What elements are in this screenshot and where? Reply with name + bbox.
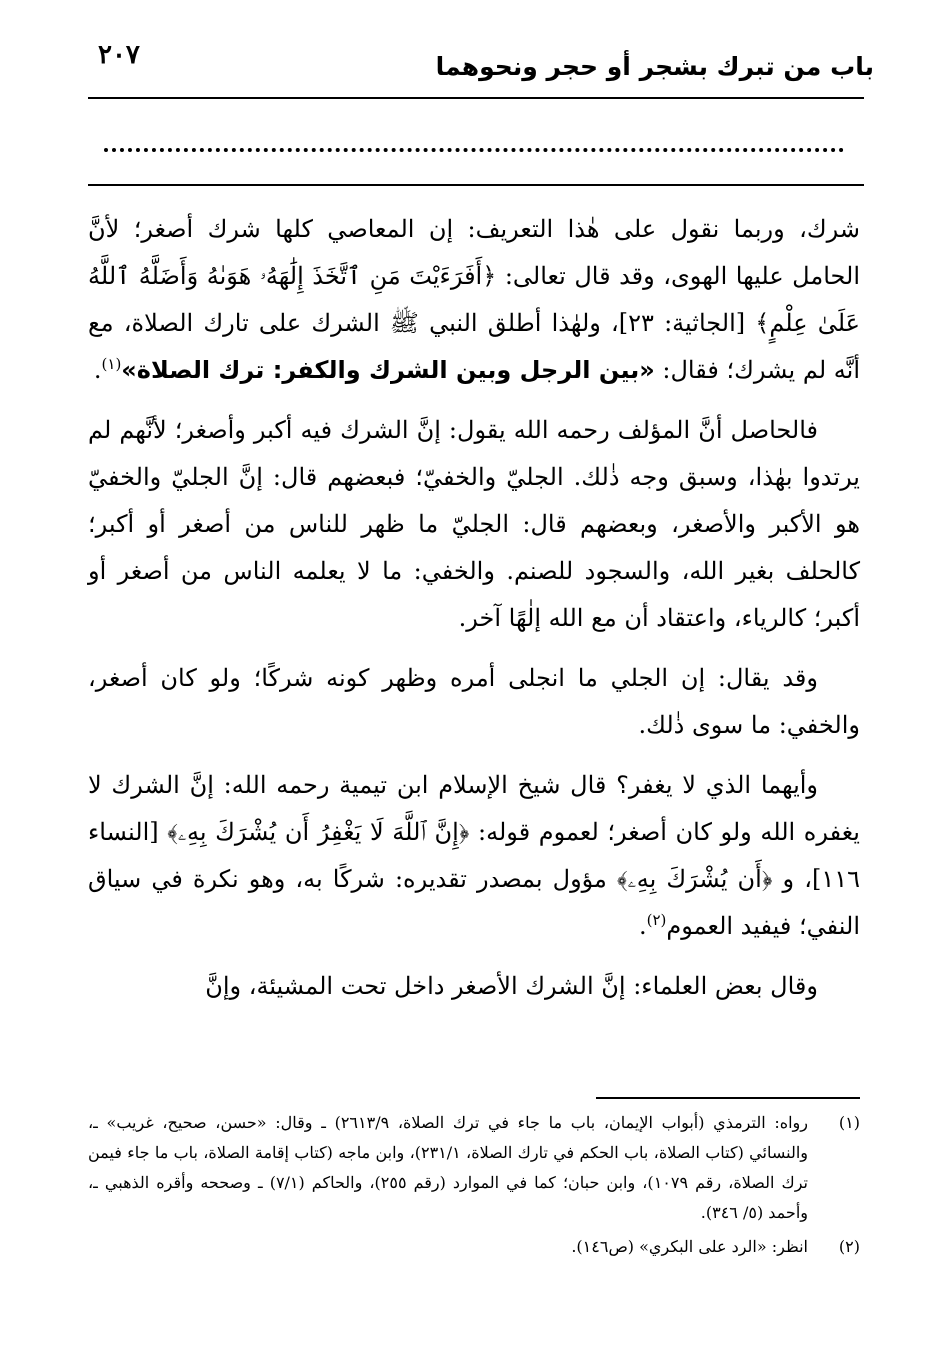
footnote-rule xyxy=(596,1097,860,1099)
quran-verse-fragment: ﴿أَن يُشْرَكَ بِهِۦ﴾ xyxy=(616,865,773,893)
paragraph-4-text-a: وأيهما الذي لا يغفر؟ قال شيخ الإسلام ابن تيمية رحمه الله: إنَّ الشرك لا يغفره الله ولو كان أصغر؛ لعموم قوله: xyxy=(88,771,860,846)
paragraph-1-text-a: شرك، وربما نقول على هٰذا التعريف: إن المعاصي كلها شرك أصغر؛ لأنَّ الحامل عليها الهوى، وقد قال تعالى: xyxy=(88,215,860,290)
quran-verse-jathiya: ﴿أَفَرَءَيْتَ مَنِ ٱتَّخَذَ إِلَٰهَهُۥ هَوَىٰهُ وَأَضَلَّهُ ٱللَّهُ عَلَىٰ عِلْمٍ﴾ xyxy=(88,262,860,337)
running-title: باب من تبرك بشجر أو حجر ونحوهما xyxy=(435,52,874,81)
footnote-number: (١) xyxy=(838,1113,860,1132)
dotted-separator xyxy=(104,148,844,152)
paragraph-1 xyxy=(88,206,860,394)
paragraph-4-text-c: مؤول بمصدر تقديره: شركًا به، وهو نكرة في سياق النفي؛ فيفيد العموم xyxy=(88,865,860,940)
hadith-quote: «بين الرجل وبين الشرك والكفر: ترك الصلاة» xyxy=(121,356,655,384)
footnote-text: رواه: الترمذي (أبواب الإيمان، باب ما جاء في ترك الصلاة، ٢٦١٣/٩) ـ وقال: «حسن، صحيح، غريب» ـ، والنسائي (كتاب الصلاة، باب الحكم في تارك الصلاة، ٢٣١/١)، وابن ماجه (كتاب إقامة الصلاة، باب ما جاء فيمن ترك الصلاة، رقم ١٠٧٩)، وابن حبان؛ كما في الموارد (رقم ٢٥٥)، والحاكم (٧/١) ـ وصححه وأقره الذهبي ـ، وأحمد (٥/ ٣٤٦). xyxy=(88,1113,808,1222)
quran-verse-nisa: ﴿إِنَّ ٱللَّهَ لَا يَغْفِرُ أَن يُشْرَكَ بِهِۦ﴾ xyxy=(167,818,470,846)
footnote-2 xyxy=(88,1232,860,1262)
paragraph-1-text-c: . xyxy=(93,356,102,384)
footnote-ref-1[interactable]: (١) xyxy=(101,355,122,373)
footnote-number: (٢) xyxy=(838,1237,860,1256)
paragraph-1-text-b: [الجاثية: ٢٣]، ولهٰذا أطلق النبي ﷺ الشرك على تارك الصلاة، مع أنَّه لم يشرك؛ فقال: xyxy=(88,309,860,384)
footnote-1 xyxy=(88,1108,860,1228)
main-text xyxy=(88,206,860,1023)
paragraph-3: وقد يقال: إن الجلي ما انجلى أمره وظهر كونه شركًا؛ ولو كان أصغر، والخفي: ما سوى ذٰلك. xyxy=(88,664,860,739)
paragraph-4-text-d: . xyxy=(638,912,647,940)
text-top-rule xyxy=(88,184,864,186)
paragraph-4 xyxy=(88,762,860,950)
footnote-text: انظر: «الرد على البكري» (ص١٤٦). xyxy=(571,1237,808,1256)
footnotes xyxy=(88,1108,860,1266)
paragraph-2: فالحاصل أنَّ المؤلف رحمه الله يقول: إنَّ الشرك فيه أكبر وأصغر؛ لأنَّهم لم يرتدوا بهٰذا، وسبق وجه ذٰلك. الجليّ والخفيّ؛ فبعضهم قال: إنَّ الجليّ والخفيّ هو الأكبر والأصغر، وبعضهم قال: الجليّ ما ظهر للناس من أصغر أو أكبر؛ كالحلف بغير الله، والسجود للصنم. والخفي: ما لا يعلمه الناس من أصغر أو أكبر؛ كالرياء، واعتقاد أن مع الله إلٰهًا آخر. xyxy=(88,416,860,632)
paragraph-5: وقال بعض العلماء: إنَّ الشرك الأصغر داخل تحت المشيئة، وإنَّ xyxy=(205,972,818,1000)
paragraph-4-text-b: [النساء ١١٦]، و xyxy=(88,818,860,893)
page-number: ٢٠٧ xyxy=(98,40,140,70)
header-rule xyxy=(88,97,864,99)
footnote-ref-2[interactable]: (٢) xyxy=(646,911,667,929)
